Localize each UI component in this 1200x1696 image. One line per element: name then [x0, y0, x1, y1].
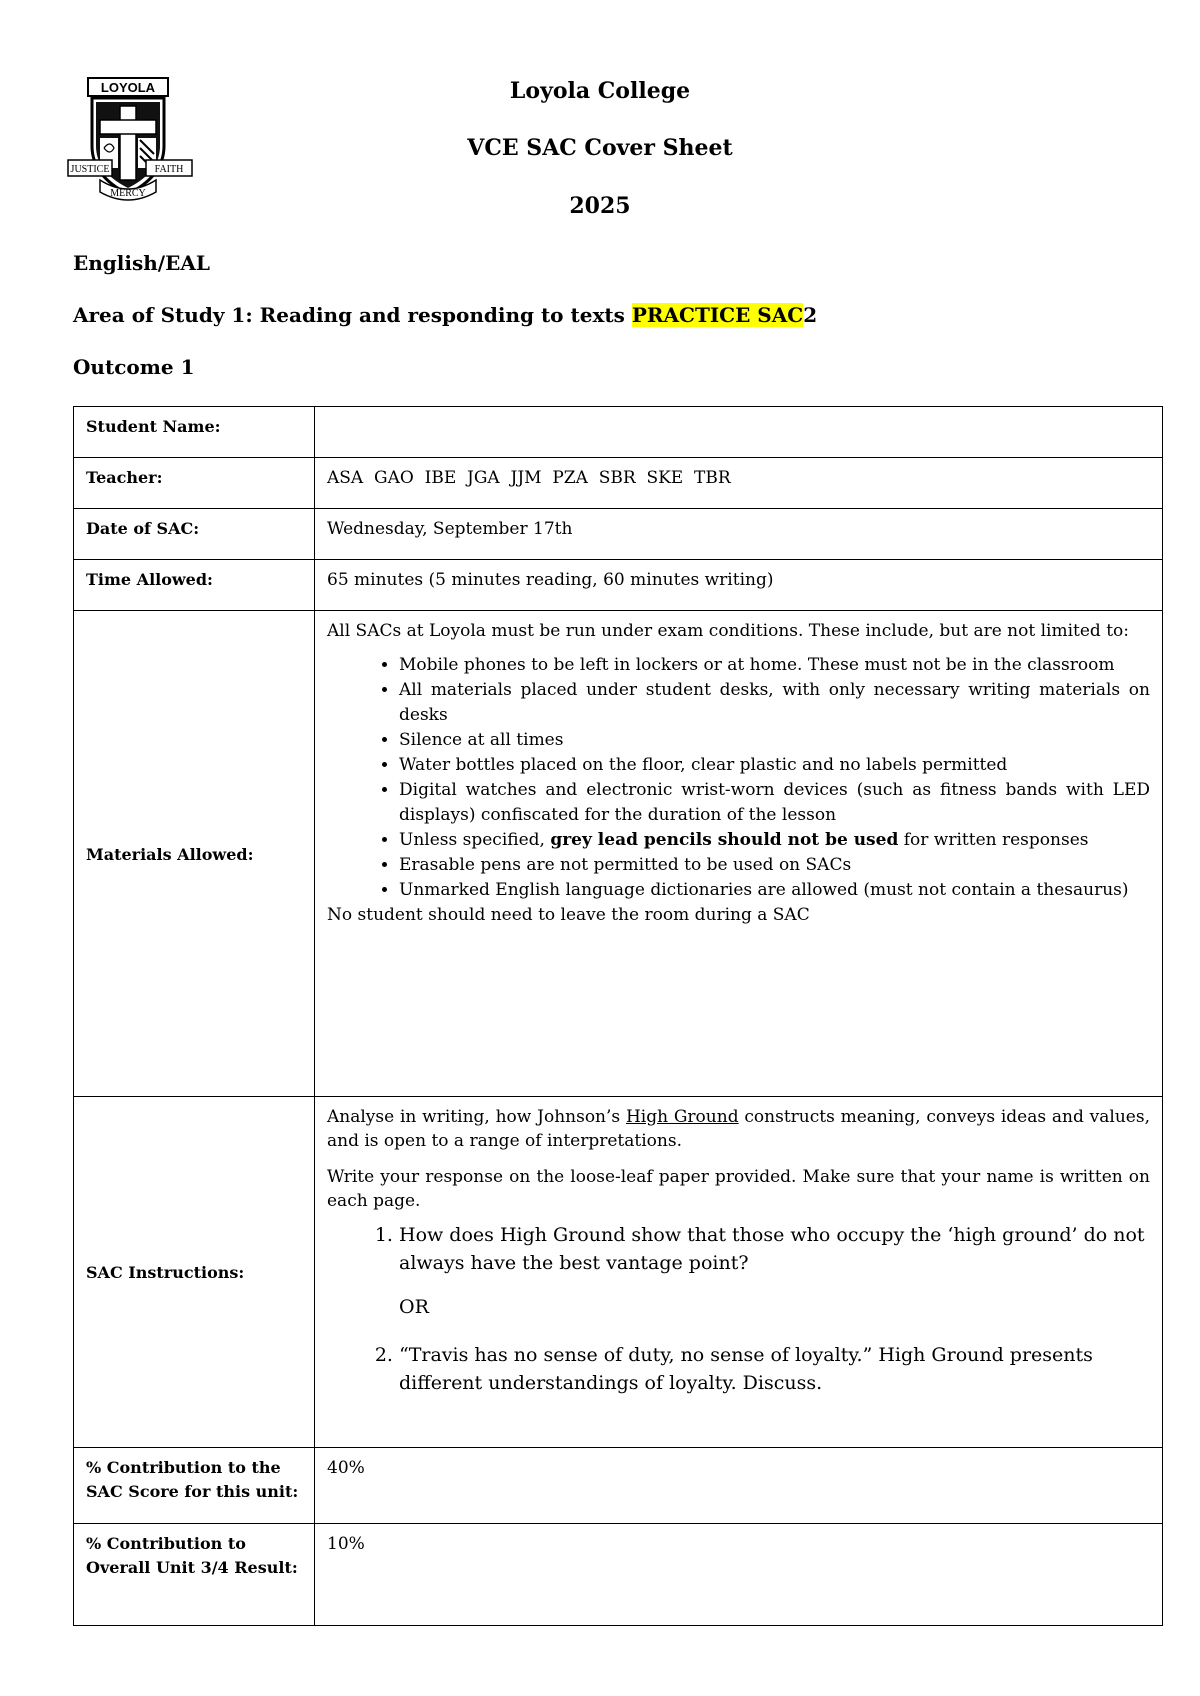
materials-label: Materials Allowed:: [74, 611, 315, 1097]
row-student-name: [74, 407, 1163, 458]
row-contribution-sac: [74, 1448, 1163, 1524]
question-2: 2. “Travis has no sense of duty, no sense of loyalty.” High Ground presents different understandings of loyalty. Discuss.: [399, 1341, 1150, 1397]
materials-item-pencil: [399, 828, 1150, 853]
area-of-study-text: Area of Study 1: Reading and responding to texts: [73, 303, 625, 327]
question-list-2: [327, 1341, 1150, 1397]
loyola-crest-logo: [66, 76, 196, 206]
question-1: 1. How does High Ground show that those who occupy the ‘high ground’ do not always have the best vantage point?: [399, 1221, 1150, 1277]
teacher-codes: ASA GAO IBE JGA JJM PZA SBR SKE TBR: [315, 458, 1163, 509]
text-title-high-ground: High Ground: [625, 1107, 739, 1127]
row-teacher: [74, 458, 1163, 509]
materials-list: [327, 653, 1150, 903]
instructions-cell: [315, 1097, 1163, 1448]
date-value: Wednesday, September 17th: [315, 509, 1163, 560]
contribution-overall-value: 10%: [315, 1524, 1163, 1626]
pencil-text-after: for written responses: [898, 830, 1089, 850]
materials-footer: No student should need to leave the room during a SAC: [327, 905, 810, 925]
materials-item: • Mobile phones to be left in lockers or at home. These must not be in the classroom: [399, 653, 1150, 678]
instructions-label: SAC Instructions:: [74, 1097, 315, 1448]
materials-item: • Unmarked English language dictionaries are allowed (must not contain a thesaurus): [399, 878, 1150, 903]
area-of-study-heading: [73, 302, 817, 328]
row-contribution-overall: [74, 1524, 1163, 1626]
student-name-value[interactable]: [315, 407, 1163, 458]
instructions-p1-before: Analyse in writing, how Johnson’s: [327, 1107, 626, 1127]
document-year: 2025: [569, 193, 631, 219]
teacher-label: Teacher:: [74, 458, 315, 509]
instructions-paragraph-2: Write your response on the loose-leaf paper provided. Make sure that your name is written on each page.: [327, 1167, 1150, 1211]
logo-left-ribbon: JUSTICE: [70, 164, 110, 175]
document-title: VCE SAC Cover Sheet: [467, 135, 733, 161]
materials-item: • Erasable pens are not permitted to be used on SACs: [399, 853, 1150, 878]
college-name: Loyola College: [509, 78, 691, 104]
contribution-sac-value: 40%: [315, 1448, 1163, 1524]
subject-heading: English/EAL: [73, 251, 210, 275]
time-value: 65 minutes (5 minutes reading, 60 minutes writing): [315, 560, 1163, 611]
area-of-study-suffix: 2: [803, 303, 818, 327]
materials-item: • Silence at all times: [399, 728, 1150, 753]
materials-intro: All SACs at Loyola must be run under exam conditions. These include, but are not limited to:: [327, 621, 1130, 641]
materials-cell: [315, 611, 1163, 1097]
contribution-overall-label: % Contribution to Overall Unit 3/4 Result:: [74, 1524, 315, 1626]
row-instructions: [74, 1097, 1163, 1448]
pencil-text-before: Unless specified,: [399, 830, 551, 850]
row-date: [74, 509, 1163, 560]
materials-item: • Water bottles placed on the floor, clear plastic and no labels permitted: [399, 753, 1150, 778]
row-time: [74, 560, 1163, 611]
sac-details-table: [73, 406, 1163, 1626]
instructions-paragraph-1: [327, 1105, 1150, 1153]
pencil-text-bold: grey lead pencils should not be used: [550, 830, 899, 850]
instructions-p1-after: constructs meaning, conveys ideas and values, and is open to a range of interpretations.: [327, 1107, 1150, 1151]
logo-right-ribbon: FAITH: [154, 164, 184, 175]
question-list-1: [327, 1221, 1150, 1277]
logo-bottom-ribbon: MERCY: [110, 188, 146, 199]
or-separator: OR: [399, 1296, 429, 1318]
time-label: Time Allowed:: [74, 560, 315, 611]
date-label: Date of SAC:: [74, 509, 315, 560]
logo-banner-text: LOYOLA: [100, 80, 156, 95]
practice-sac-highlight: PRACTICE SAC: [631, 303, 804, 327]
outcome-heading: Outcome 1: [73, 355, 195, 379]
contribution-sac-label: % Contribution to the SAC Score for this unit:: [74, 1448, 315, 1524]
materials-item: • All materials placed under student desks, with only necessary writing materials on desks: [399, 678, 1150, 728]
student-name-label: Student Name:: [74, 407, 315, 458]
materials-item: • Digital watches and electronic wrist-worn devices (such as fitness bands with LED displays) confiscated for the duration of the lesson: [399, 778, 1150, 828]
row-materials: [74, 611, 1163, 1097]
